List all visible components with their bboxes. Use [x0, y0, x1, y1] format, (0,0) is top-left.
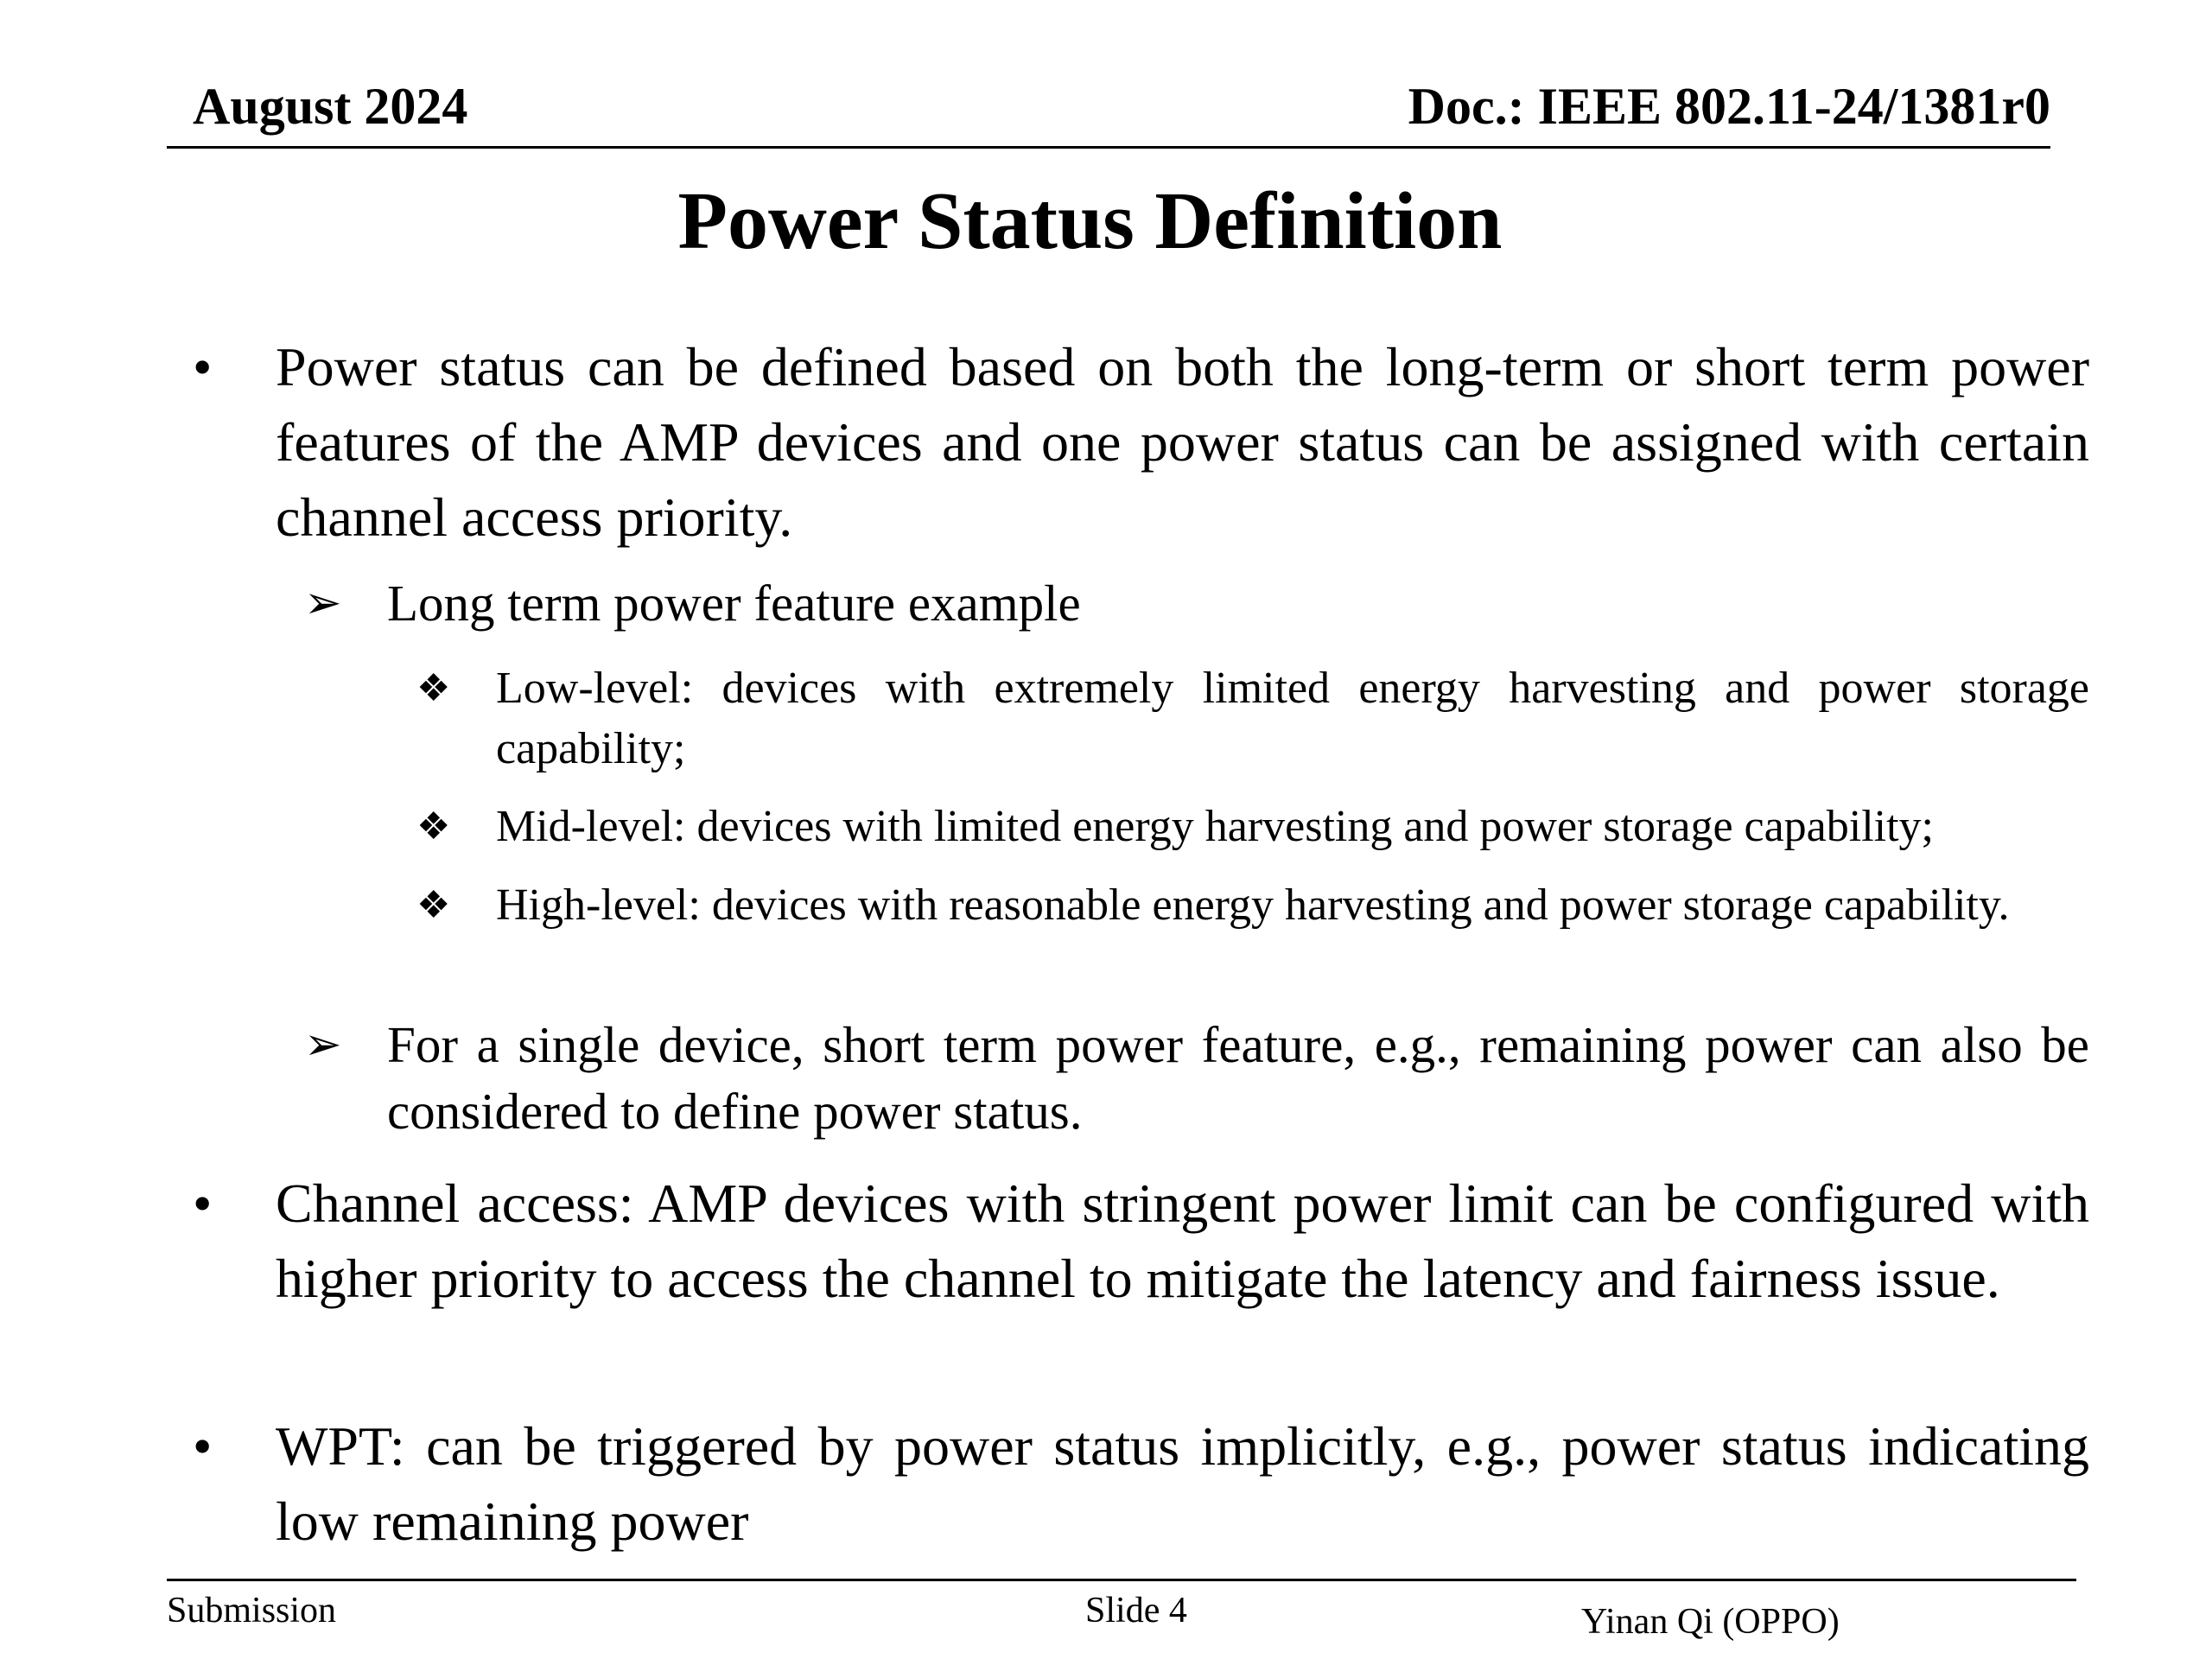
list-item-high-level [416, 875, 2089, 936]
list-item-text: Mid-level: devices with limited energy harvesting and power storage capability; [496, 802, 1934, 851]
arrow-marker: ➢ [304, 1020, 342, 1070]
footer-divider [167, 1579, 2076, 1581]
diamond-marker: ❖ [416, 884, 451, 926]
list-item-text: Low-level: devices with extremely limited energy harvesting and power storage capability; [496, 664, 2089, 773]
bullet-marker: • [193, 336, 213, 397]
list-item-text: High-level: devices with reasonable energy harvesting and power storage capability. [496, 880, 2010, 930]
bullet-power-status [193, 329, 2089, 555]
footer-author: Yinan Qi (OPPO) [1581, 1602, 1840, 1642]
header-doc-id: Doc.: IEEE 802.11-24/1381r0 [1408, 78, 2050, 135]
diamond-marker: ❖ [416, 805, 451, 848]
bullet-channel-access [193, 1166, 2089, 1316]
footer-submission: Submission [167, 1591, 337, 1630]
bullet-text: Channel access: AMP devices with stringent power limit can be configured with higher priority to access the channel to mitigate the latency and fairness issue. [276, 1173, 2089, 1309]
arrow-marker: ➢ [304, 579, 342, 628]
list-item-mid-level [416, 797, 2089, 857]
bullet-wpt [193, 1408, 2089, 1559]
sub-bullet-text: For a single device, short term power feature, e.g., remaining power can also be considered to define power status. [387, 1016, 2089, 1140]
sub-bullet-short-term [304, 1012, 2089, 1145]
slide-title: Power Status Definition [677, 176, 1503, 266]
bullet-text: Power status can be defined based on both the long-term or short term power features of the AMP devices and one power status can be assigned with certain channel access priority. [276, 336, 2089, 548]
bullet-marker: • [193, 1415, 213, 1477]
sub-bullet-long-term [304, 570, 2089, 637]
footer-slide-number: Slide 4 [1085, 1591, 1187, 1630]
sub-bullet-text: Long term power feature example [387, 575, 1081, 632]
diamond-marker: ❖ [416, 667, 451, 709]
bullet-marker: • [193, 1173, 213, 1234]
header-date: August 2024 [193, 78, 468, 135]
header-divider [167, 146, 2050, 149]
list-item-low-level [416, 658, 2089, 779]
bullet-text: WPT: can be triggered by power status implicitly, e.g., power status indicating low remaining power [276, 1415, 2089, 1552]
